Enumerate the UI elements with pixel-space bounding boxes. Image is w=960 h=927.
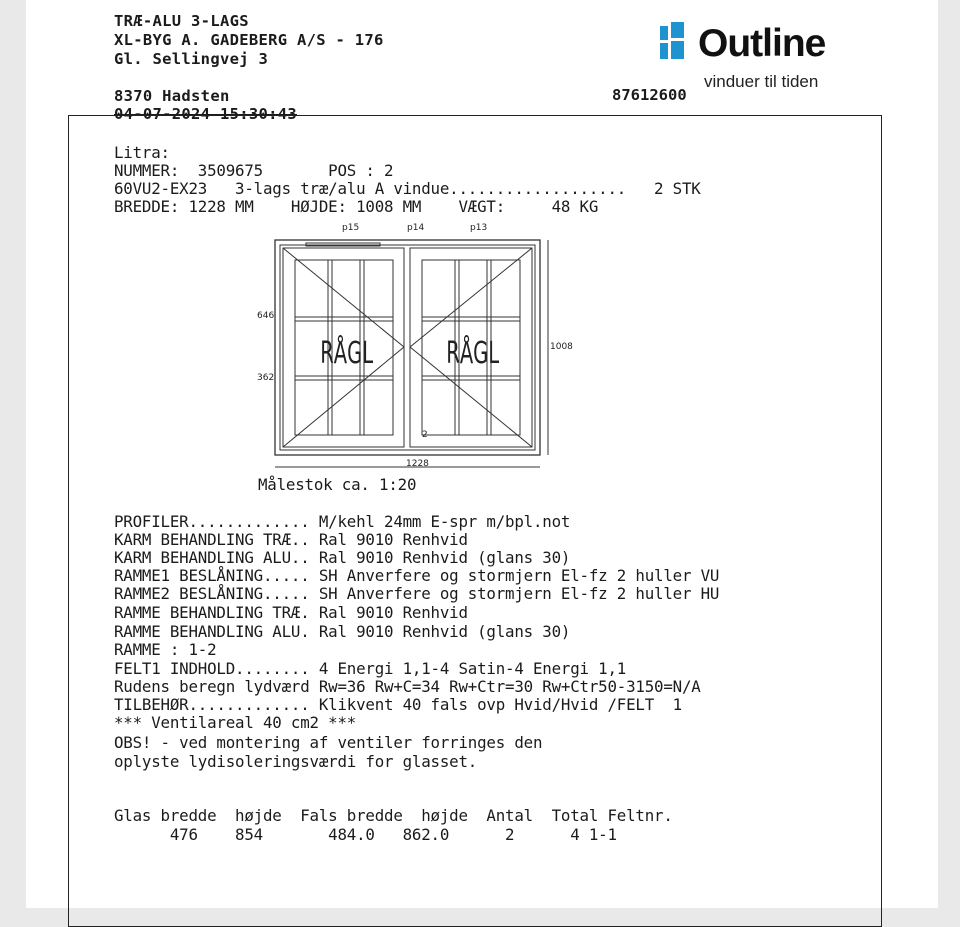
spec-line: oplyste lydisoleringsværdi for glasset. (114, 752, 478, 771)
spec-line: RAMME : 1-2 (114, 640, 217, 659)
glass-table-row: 476 854 484.0 862.0 2 4 1-1 (114, 825, 617, 844)
glass-table-header: Glas bredde højde Fals bredde højde Antal Total Feltnr. (114, 806, 673, 825)
logo-tagline: vinduer til tiden (704, 72, 819, 91)
header-line-1: TRÆ-ALU 3-LAGS (114, 12, 249, 30)
bottom-dim-width: 1228 (406, 459, 429, 469)
header-date: 04-07-2024 15:30:43 (114, 105, 298, 123)
spec-line: KARM BEHANDLING ALU.. Ral 9010 Renhvid (glans 30) (114, 548, 571, 567)
phone-number: 87612600 (612, 86, 687, 104)
spec-line: RAMME BEHANDLING TRÆ. Ral 9010 Renhvid (114, 603, 468, 622)
spec-line: Rudens beregn lydværd Rw=36 Rw+C=34 Rw+Ctr=30 Rw+Ctr50-3150=N/A (114, 677, 701, 696)
right-dim-height: 1008 (550, 342, 573, 352)
top-label-1: p15 (342, 223, 360, 233)
logo-brand: Outline (698, 22, 826, 65)
spec-line: TILBEHØR............. Klikvent 40 fals ovp Hvid/Hvid /FELT 1 (114, 695, 682, 714)
left-dim-top: 646 (257, 311, 275, 321)
spec-line: KARM BEHANDLING TRÆ.. Ral 9010 Renhvid (114, 530, 468, 549)
nummer-line: NUMMER: 3509675 POS : 2 (114, 161, 394, 180)
size-line: BREDDE: 1228 MM HØJDE: 1008 MM VÆGT: 48 KG (114, 197, 599, 216)
spec-line: OBS! - ved montering af ventiler forringes den (114, 733, 543, 752)
spec-line: RAMME2 BESLÅNING..... SH Anverfere og stormjern El-fz 2 huller HU (114, 584, 720, 603)
scale-label: Målestok ca. 1:20 (258, 475, 417, 494)
spec-line: RAMME BEHANDLING ALU. Ral 9010 Renhvid (glans 30) (114, 622, 571, 641)
outline-logo (660, 22, 860, 96)
spec-line: *** Ventilareal 40 cm2 *** (114, 713, 357, 732)
window-drawing (250, 215, 590, 475)
top-label-2: p14 (407, 223, 425, 233)
corner-mark: 2 (422, 430, 428, 440)
left-dim-bottom: 362 (257, 373, 275, 383)
pane-text-left: RÅGL (320, 335, 374, 371)
model-line: 60VU2-EX23 3-lags træ/alu A vindue................... 2 STK (114, 179, 701, 198)
spec-line: PROFILER............. M/kehl 24mm E-spr m/bpl.not (114, 512, 571, 531)
litra-label: Litra: (114, 143, 170, 162)
header-line-4: 8370 Hadsten (114, 87, 230, 105)
header-line-3: Gl. Sellingvej 3 (114, 50, 269, 68)
top-label-3: p13 (470, 223, 488, 233)
pane-text-right: RÅGL (446, 335, 500, 371)
spec-line: RAMME1 BESLÅNING..... SH Anverfere og stormjern El-fz 2 huller VU (114, 566, 720, 585)
spec-line: FELT1 INDHOLD........ 4 Energi 1,1-4 Satin-4 Energi 1,1 (114, 659, 627, 678)
header-line-2: XL-BYG A. GADEBERG A/S - 176 (114, 31, 384, 49)
